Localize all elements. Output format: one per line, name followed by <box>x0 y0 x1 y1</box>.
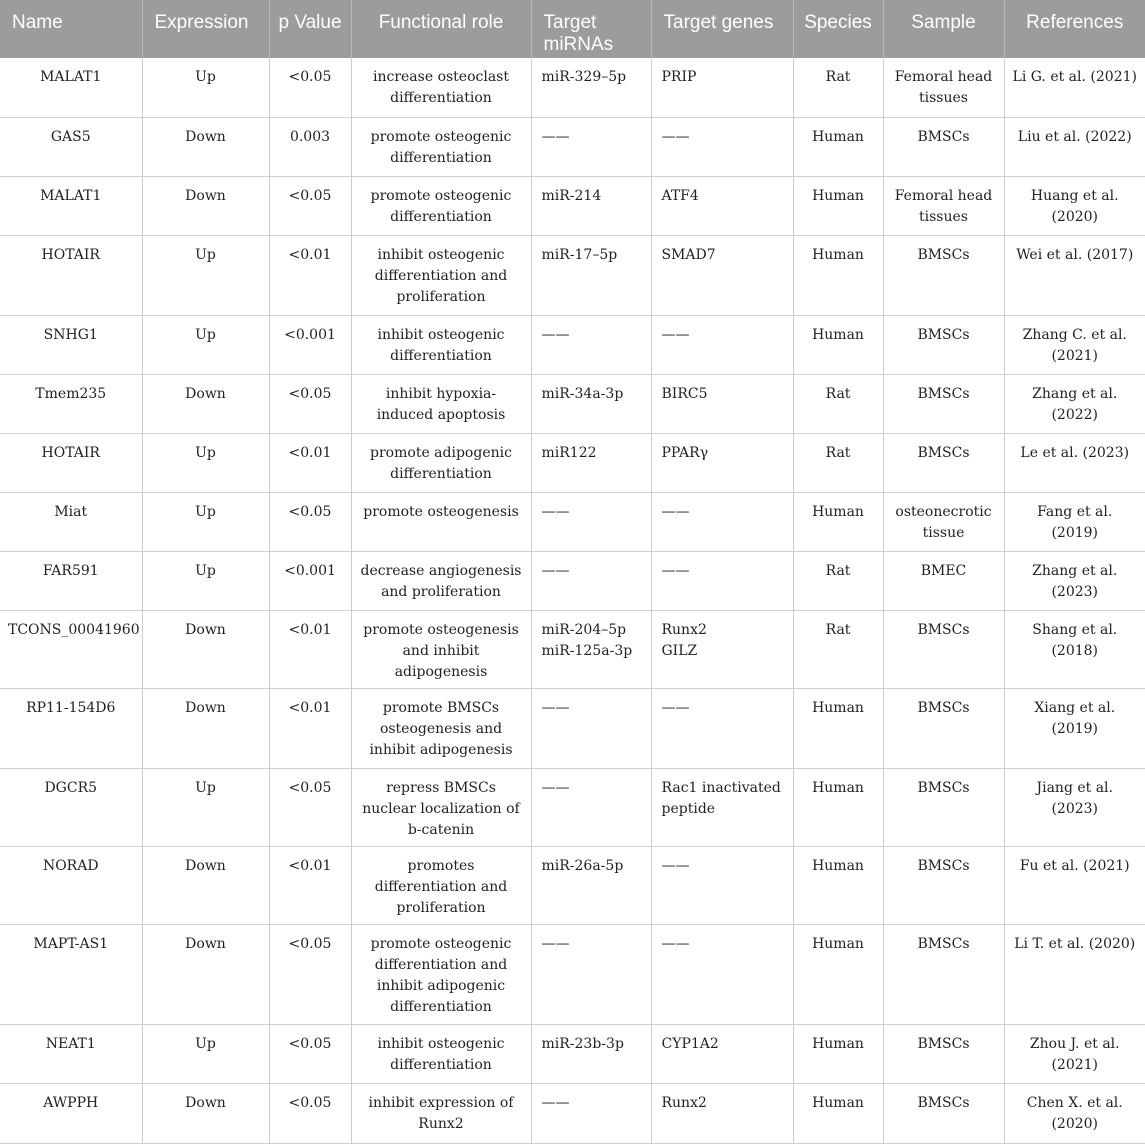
cell-sample: BMSCs <box>883 374 1004 433</box>
table-row <box>0 492 1145 551</box>
cell-target-mirnas-item: miR-34a-3p <box>541 385 624 402</box>
cell-references: Xiang et al. (2019) <box>1004 688 1145 768</box>
cell-expression: Down <box>142 374 269 433</box>
cell-references: Zhang C. et al. (2021) <box>1004 315 1145 374</box>
table-row <box>0 846 1145 924</box>
header-functional-role: Functional role <box>351 0 531 58</box>
cell-functional-role: promote osteogenic differentiation and inhibit adipogenic differentiation <box>351 924 531 1024</box>
header-sample: Sample <box>883 0 1004 58</box>
cell-references: Huang et al. (2020) <box>1004 176 1145 235</box>
cell-p-value: <0.05 <box>269 492 351 551</box>
cell-functional-role: inhibit osteogenic differentiation <box>351 315 531 374</box>
header-target-genes: Target genes <box>651 0 793 58</box>
cell-species: Rat <box>793 551 883 610</box>
cell-target-mirnas-item: miR-204–5p <box>541 621 627 638</box>
cell-p-value: <0.01 <box>269 688 351 768</box>
cell-expression: Up <box>142 768 269 846</box>
cell-p-value: <0.05 <box>269 374 351 433</box>
cell-functional-role: decrease angiogenesis and proliferation <box>351 551 531 610</box>
cell-target-genes-item: —— <box>661 562 690 579</box>
cell-target-genes <box>651 492 793 551</box>
cell-target-genes-item: BIRC5 <box>661 385 708 402</box>
cell-target-mirnas-item: —— <box>541 326 570 343</box>
cell-expression: Up <box>142 58 269 117</box>
cell-functional-role: promote BMSCs osteogenesis and inhibit adipogenesis <box>351 688 531 768</box>
cell-references: Wei et al. (2017) <box>1004 235 1145 315</box>
cell-expression: Up <box>142 492 269 551</box>
header-expression: Expression <box>142 0 269 58</box>
table-row <box>0 176 1145 235</box>
cell-name: MAPT-AS1 <box>0 924 142 1024</box>
cell-species: Rat <box>793 374 883 433</box>
cell-references: Chen X. et al. (2020) <box>1004 1083 1145 1143</box>
table-row <box>0 433 1145 492</box>
cell-name: FAR591 <box>0 551 142 610</box>
cell-species: Human <box>793 688 883 768</box>
cell-p-value: <0.01 <box>269 235 351 315</box>
cell-functional-role: repress BMSCs nuclear localization of b-catenin <box>351 768 531 846</box>
cell-target-genes <box>651 768 793 846</box>
cell-target-genes <box>651 58 793 117</box>
cell-target-mirnas-item: miR-329–5p <box>541 69 627 85</box>
cell-references: Le et al. (2023) <box>1004 433 1145 492</box>
cell-p-value: <0.05 <box>269 1024 351 1083</box>
cell-name: GAS5 <box>0 117 142 176</box>
cell-references: Shang et al. (2018) <box>1004 610 1145 688</box>
cell-target-genes-item: —— <box>661 503 690 520</box>
cell-target-genes-item: —— <box>661 699 690 716</box>
cell-target-genes <box>651 433 793 492</box>
cell-target-genes-item: —— <box>661 857 690 874</box>
cell-target-mirnas <box>531 176 651 235</box>
cell-expression: Up <box>142 551 269 610</box>
cell-name: Tmem235 <box>0 374 142 433</box>
cell-target-mirnas-item: miR122 <box>541 444 597 461</box>
cell-sample: BMSCs <box>883 1083 1004 1143</box>
cell-functional-role: promote osteogenic differentiation <box>351 117 531 176</box>
cell-target-mirnas <box>531 768 651 846</box>
cell-target-mirnas <box>531 58 651 117</box>
cell-p-value: <0.05 <box>269 1083 351 1143</box>
cell-references: Li G. et al. (2021) <box>1004 58 1145 117</box>
cell-target-mirnas-item: —— <box>541 779 570 796</box>
header-row <box>0 0 1145 58</box>
cell-target-mirnas-item: miR-125a-3p <box>541 642 633 659</box>
cell-target-mirnas-item: —— <box>541 1094 570 1111</box>
cell-name: TCONS_00041960 <box>0 610 142 688</box>
cell-target-mirnas <box>531 315 651 374</box>
cell-p-value: <0.05 <box>269 176 351 235</box>
header-references: References <box>1004 0 1145 58</box>
cell-sample: BMEC <box>883 551 1004 610</box>
cell-p-value: <0.001 <box>269 551 351 610</box>
cell-species: Rat <box>793 58 883 117</box>
cell-target-genes <box>651 176 793 235</box>
table-row <box>0 374 1145 433</box>
cell-target-genes-item: —— <box>661 128 690 145</box>
cell-target-genes <box>651 1083 793 1143</box>
cell-p-value: 0.003 <box>269 117 351 176</box>
cell-expression: Down <box>142 117 269 176</box>
cell-target-genes-item: SMAD7 <box>661 246 716 263</box>
cell-functional-role: inhibit expression of Runx2 <box>351 1083 531 1143</box>
cell-references: Zhang et al. (2023) <box>1004 551 1145 610</box>
cell-target-mirnas-item: miR-23b-3p <box>541 1035 624 1052</box>
cell-expression: Up <box>142 235 269 315</box>
cell-functional-role: increase osteoclast differentiation <box>351 58 531 117</box>
cell-species: Human <box>793 117 883 176</box>
cell-references: Fang et al. (2019) <box>1004 492 1145 551</box>
cell-sample: BMSCs <box>883 235 1004 315</box>
cell-sample: BMSCs <box>883 924 1004 1024</box>
cell-name: HOTAIR <box>0 235 142 315</box>
header-p-value: p Value <box>269 0 351 58</box>
cell-species: Human <box>793 176 883 235</box>
cell-target-genes-item: —— <box>661 935 690 952</box>
table-row <box>0 551 1145 610</box>
cell-target-mirnas <box>531 1024 651 1083</box>
cell-name: DGCR5 <box>0 768 142 846</box>
cell-target-mirnas <box>531 551 651 610</box>
cell-target-genes <box>651 610 793 688</box>
cell-p-value: <0.05 <box>269 58 351 117</box>
table-row <box>0 1024 1145 1083</box>
cell-species: Rat <box>793 610 883 688</box>
cell-name: RP11-154D6 <box>0 688 142 768</box>
cell-target-mirnas <box>531 235 651 315</box>
table-row <box>0 768 1145 846</box>
cell-functional-role: promote osteogenesis <box>351 492 531 551</box>
cell-target-mirnas-item: —— <box>541 128 570 145</box>
cell-expression: Up <box>142 315 269 374</box>
cell-expression: Down <box>142 610 269 688</box>
cell-target-genes-item: ATF4 <box>661 187 699 204</box>
cell-expression: Up <box>142 1024 269 1083</box>
cell-target-mirnas-item: —— <box>541 935 570 952</box>
cell-sample: Femoral head tissues <box>883 176 1004 235</box>
cell-p-value: <0.05 <box>269 768 351 846</box>
cell-functional-role: inhibit osteogenic differentiation and proliferation <box>351 235 531 315</box>
cell-references: Li T. et al. (2020) <box>1004 924 1145 1024</box>
cell-expression: Down <box>142 176 269 235</box>
cell-name: AWPPH <box>0 1083 142 1143</box>
cell-p-value: <0.001 <box>269 315 351 374</box>
cell-target-mirnas-item: miR-26a-5p <box>541 857 624 874</box>
cell-functional-role: promote osteogenesis and inhibit adipogenesis <box>351 610 531 688</box>
cell-target-genes-item: —— <box>661 326 690 343</box>
cell-sample: Femoral head tissues <box>883 58 1004 117</box>
cell-species: Human <box>793 924 883 1024</box>
cell-target-mirnas <box>531 1083 651 1143</box>
cell-target-mirnas-item: miR-17–5p <box>541 246 618 263</box>
cell-expression: Down <box>142 688 269 768</box>
cell-references: Zhou J. et al. (2021) <box>1004 1024 1145 1083</box>
table-row <box>0 924 1145 1024</box>
table-row <box>0 1083 1145 1143</box>
cell-expression: Down <box>142 924 269 1024</box>
cell-target-genes-item: PRIP <box>661 69 697 85</box>
cell-target-genes <box>651 117 793 176</box>
cell-functional-role: promote adipogenic differentiation <box>351 433 531 492</box>
cell-target-mirnas <box>531 924 651 1024</box>
cell-name: Miat <box>0 492 142 551</box>
header-species: Species <box>793 0 883 58</box>
table-row <box>0 117 1145 176</box>
cell-sample: BMSCs <box>883 610 1004 688</box>
cell-species: Human <box>793 315 883 374</box>
cell-target-genes-item: PPARγ <box>661 444 709 461</box>
table-row <box>0 235 1145 315</box>
cell-target-genes-item: Runx2 <box>661 621 707 638</box>
cell-target-genes <box>651 235 793 315</box>
cell-target-mirnas-item: —— <box>541 562 570 579</box>
table-body <box>0 58 1145 1143</box>
table-row <box>0 610 1145 688</box>
cell-p-value: <0.05 <box>269 924 351 1024</box>
table-row <box>0 315 1145 374</box>
cell-functional-role: inhibit osteogenic differentiation <box>351 1024 531 1083</box>
cell-target-mirnas <box>531 492 651 551</box>
cell-target-genes <box>651 1024 793 1083</box>
cell-sample: BMSCs <box>883 315 1004 374</box>
cell-target-mirnas <box>531 846 651 924</box>
cell-references: Liu et al. (2022) <box>1004 117 1145 176</box>
cell-target-genes <box>651 374 793 433</box>
cell-sample: BMSCs <box>883 846 1004 924</box>
cell-species: Human <box>793 492 883 551</box>
cell-target-genes <box>651 551 793 610</box>
cell-target-mirnas <box>531 117 651 176</box>
cell-species: Human <box>793 1083 883 1143</box>
cell-functional-role: promotes differentiation and proliferation <box>351 846 531 924</box>
cell-name: MALAT1 <box>0 176 142 235</box>
cell-target-genes <box>651 315 793 374</box>
cell-expression: Down <box>142 1083 269 1143</box>
cell-target-genes-item: Runx2 <box>661 1094 707 1111</box>
cell-name: NEAT1 <box>0 1024 142 1083</box>
cell-sample: BMSCs <box>883 433 1004 492</box>
cell-target-mirnas-item: —— <box>541 699 570 716</box>
cell-target-genes-item: GILZ <box>661 642 698 659</box>
table-row <box>0 688 1145 768</box>
cell-name: NORAD <box>0 846 142 924</box>
cell-target-genes-item: Rac1 inactivated peptide <box>661 779 781 817</box>
cell-functional-role: inhibit hypoxia-induced apoptosis <box>351 374 531 433</box>
cell-sample: BMSCs <box>883 117 1004 176</box>
cell-sample: osteonecrotic tissue <box>883 492 1004 551</box>
cell-target-mirnas-item: miR-214 <box>541 187 602 204</box>
cell-target-genes <box>651 846 793 924</box>
cell-target-genes-item: CYP1A2 <box>661 1035 719 1052</box>
cell-references: Fu et al. (2021) <box>1004 846 1145 924</box>
cell-species: Human <box>793 235 883 315</box>
cell-species: Rat <box>793 433 883 492</box>
cell-sample: BMSCs <box>883 688 1004 768</box>
header-target-mirnas: Target miRNAs <box>531 0 651 58</box>
cell-functional-role: promote osteogenic differentiation <box>351 176 531 235</box>
cell-name: HOTAIR <box>0 433 142 492</box>
cell-p-value: <0.01 <box>269 610 351 688</box>
cell-target-genes <box>651 924 793 1024</box>
cell-references: Jiang et al. (2023) <box>1004 768 1145 846</box>
cell-species: Human <box>793 1024 883 1083</box>
cell-species: Human <box>793 768 883 846</box>
header-name: Name <box>0 0 142 58</box>
cell-sample: BMSCs <box>883 768 1004 846</box>
cell-expression: Down <box>142 846 269 924</box>
cell-target-mirnas <box>531 688 651 768</box>
cell-species: Human <box>793 846 883 924</box>
cell-sample: BMSCs <box>883 1024 1004 1083</box>
table-row <box>0 58 1145 117</box>
cell-p-value: <0.01 <box>269 846 351 924</box>
cell-references: Zhang et al. (2022) <box>1004 374 1145 433</box>
cell-target-mirnas <box>531 610 651 688</box>
cell-name: MALAT1 <box>0 58 142 117</box>
cell-expression: Up <box>142 433 269 492</box>
cell-target-genes <box>651 688 793 768</box>
cell-target-mirnas <box>531 433 651 492</box>
cell-target-mirnas <box>531 374 651 433</box>
cell-name: SNHG1 <box>0 315 142 374</box>
cell-target-mirnas-item: —— <box>541 503 570 520</box>
cell-p-value: <0.01 <box>269 433 351 492</box>
